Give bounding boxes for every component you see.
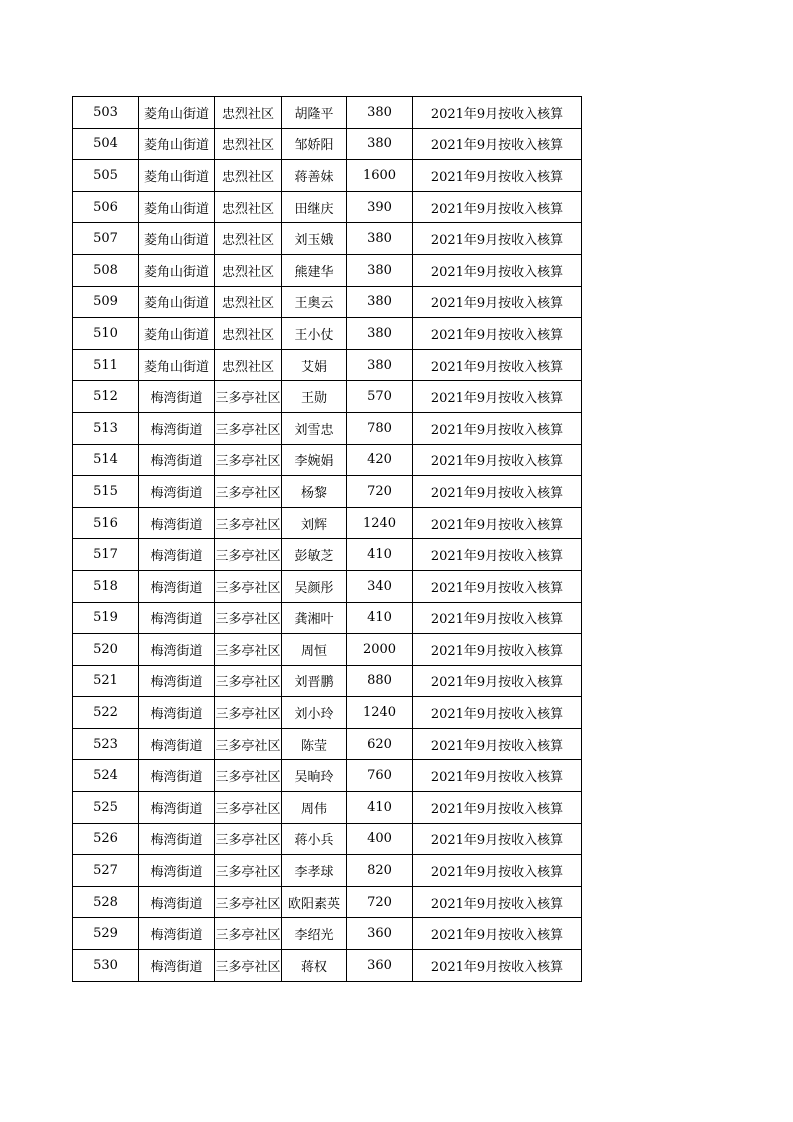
- note-cell: 2021年9月按收入核算: [413, 349, 582, 381]
- name-cell: 熊建华: [282, 254, 347, 286]
- note-cell: 2021年9月按收入核算: [413, 286, 582, 318]
- community-cell: 三多亭社区: [215, 728, 282, 760]
- street-cell: 梅湾街道: [139, 539, 215, 571]
- name-cell: 艾娟: [282, 349, 347, 381]
- community-cell: 三多亭社区: [215, 918, 282, 950]
- amount-cell: 880: [347, 665, 413, 697]
- table-row: [73, 634, 582, 666]
- street-cell: 梅湾街道: [139, 760, 215, 792]
- table-row: [73, 254, 582, 286]
- street-cell: 梅湾街道: [139, 792, 215, 824]
- table-row: [73, 570, 582, 602]
- row-number-cell: 526: [73, 823, 139, 855]
- amount-cell: 380: [347, 128, 413, 160]
- note-cell: 2021年9月按收入核算: [413, 191, 582, 223]
- table-row: [73, 444, 582, 476]
- name-cell: 刘辉: [282, 507, 347, 539]
- note-cell: 2021年9月按收入核算: [413, 507, 582, 539]
- name-cell: 王勋: [282, 381, 347, 413]
- street-cell: 梅湾街道: [139, 381, 215, 413]
- amount-cell: 2000: [347, 634, 413, 666]
- amount-cell: 780: [347, 412, 413, 444]
- table-row: [73, 476, 582, 508]
- name-cell: 王小仗: [282, 318, 347, 350]
- amount-cell: 380: [347, 349, 413, 381]
- name-cell: 邹娇阳: [282, 128, 347, 160]
- table-row: [73, 160, 582, 192]
- table-row: [73, 792, 582, 824]
- community-cell: 三多亭社区: [215, 444, 282, 476]
- community-cell: 三多亭社区: [215, 950, 282, 982]
- row-number-cell: 514: [73, 444, 139, 476]
- name-cell: 龚湘叶: [282, 602, 347, 634]
- row-number-cell: 506: [73, 191, 139, 223]
- table-row: [73, 507, 582, 539]
- note-cell: 2021年9月按收入核算: [413, 412, 582, 444]
- row-number-cell: 513: [73, 412, 139, 444]
- table-row: [73, 665, 582, 697]
- row-number-cell: 530: [73, 950, 139, 982]
- street-cell: 菱角山街道: [139, 191, 215, 223]
- name-cell: 周恒: [282, 634, 347, 666]
- community-cell: 三多亭社区: [215, 507, 282, 539]
- table-body: [73, 97, 582, 982]
- street-cell: 梅湾街道: [139, 728, 215, 760]
- community-cell: 三多亭社区: [215, 855, 282, 887]
- community-cell: 三多亭社区: [215, 665, 282, 697]
- row-number-cell: 519: [73, 602, 139, 634]
- note-cell: 2021年9月按收入核算: [413, 855, 582, 887]
- community-cell: 三多亭社区: [215, 412, 282, 444]
- community-cell: 三多亭社区: [215, 476, 282, 508]
- name-cell: 刘晋鹏: [282, 665, 347, 697]
- name-cell: 蒋权: [282, 950, 347, 982]
- row-number-cell: 523: [73, 728, 139, 760]
- amount-cell: 340: [347, 570, 413, 602]
- row-number-cell: 520: [73, 634, 139, 666]
- community-cell: 三多亭社区: [215, 760, 282, 792]
- amount-cell: 1600: [347, 160, 413, 192]
- amount-cell: 400: [347, 823, 413, 855]
- note-cell: 2021年9月按收入核算: [413, 760, 582, 792]
- row-number-cell: 529: [73, 918, 139, 950]
- table-row: [73, 728, 582, 760]
- community-cell: 三多亭社区: [215, 602, 282, 634]
- table-row: [73, 191, 582, 223]
- name-cell: 李绍光: [282, 918, 347, 950]
- row-number-cell: 518: [73, 570, 139, 602]
- table-row: [73, 286, 582, 318]
- table-row: [73, 760, 582, 792]
- row-number-cell: 504: [73, 128, 139, 160]
- name-cell: 吴颜彤: [282, 570, 347, 602]
- community-cell: 忠烈社区: [215, 349, 282, 381]
- note-cell: 2021年9月按收入核算: [413, 602, 582, 634]
- row-number-cell: 517: [73, 539, 139, 571]
- note-cell: 2021年9月按收入核算: [413, 918, 582, 950]
- name-cell: 李婉娟: [282, 444, 347, 476]
- table-row: [73, 349, 582, 381]
- note-cell: 2021年9月按收入核算: [413, 318, 582, 350]
- street-cell: 菱角山街道: [139, 223, 215, 255]
- row-number-cell: 503: [73, 97, 139, 129]
- table-row: [73, 886, 582, 918]
- amount-cell: 380: [347, 318, 413, 350]
- note-cell: 2021年9月按收入核算: [413, 160, 582, 192]
- name-cell: 蒋小兵: [282, 823, 347, 855]
- street-cell: 梅湾街道: [139, 697, 215, 729]
- amount-cell: 380: [347, 254, 413, 286]
- community-cell: 忠烈社区: [215, 286, 282, 318]
- table-row: [73, 697, 582, 729]
- street-cell: 菱角山街道: [139, 286, 215, 318]
- community-cell: 忠烈社区: [215, 191, 282, 223]
- data-table: [72, 96, 582, 982]
- note-cell: 2021年9月按收入核算: [413, 128, 582, 160]
- name-cell: 李孝球: [282, 855, 347, 887]
- row-number-cell: 527: [73, 855, 139, 887]
- table-row: [73, 918, 582, 950]
- amount-cell: 720: [347, 476, 413, 508]
- note-cell: 2021年9月按收入核算: [413, 97, 582, 129]
- row-number-cell: 510: [73, 318, 139, 350]
- community-cell: 忠烈社区: [215, 97, 282, 129]
- row-number-cell: 525: [73, 792, 139, 824]
- table-row: [73, 602, 582, 634]
- community-cell: 忠烈社区: [215, 160, 282, 192]
- community-cell: 忠烈社区: [215, 318, 282, 350]
- street-cell: 梅湾街道: [139, 665, 215, 697]
- amount-cell: 390: [347, 191, 413, 223]
- amount-cell: 410: [347, 602, 413, 634]
- street-cell: 菱角山街道: [139, 254, 215, 286]
- amount-cell: 720: [347, 886, 413, 918]
- name-cell: 陈莹: [282, 728, 347, 760]
- name-cell: 吴晌玲: [282, 760, 347, 792]
- table-row: [73, 412, 582, 444]
- street-cell: 菱角山街道: [139, 318, 215, 350]
- community-cell: 三多亭社区: [215, 697, 282, 729]
- street-cell: 梅湾街道: [139, 855, 215, 887]
- table-row: [73, 223, 582, 255]
- name-cell: 彭敏芝: [282, 539, 347, 571]
- table-row: [73, 97, 582, 129]
- name-cell: 王奥云: [282, 286, 347, 318]
- name-cell: 刘玉娥: [282, 223, 347, 255]
- note-cell: 2021年9月按收入核算: [413, 570, 582, 602]
- row-number-cell: 521: [73, 665, 139, 697]
- row-number-cell: 508: [73, 254, 139, 286]
- street-cell: 梅湾街道: [139, 634, 215, 666]
- note-cell: 2021年9月按收入核算: [413, 950, 582, 982]
- street-cell: 菱角山街道: [139, 349, 215, 381]
- community-cell: 忠烈社区: [215, 128, 282, 160]
- note-cell: 2021年9月按收入核算: [413, 792, 582, 824]
- community-cell: 忠烈社区: [215, 223, 282, 255]
- street-cell: 梅湾街道: [139, 570, 215, 602]
- note-cell: 2021年9月按收入核算: [413, 634, 582, 666]
- amount-cell: 620: [347, 728, 413, 760]
- note-cell: 2021年9月按收入核算: [413, 444, 582, 476]
- row-number-cell: 505: [73, 160, 139, 192]
- table-row: [73, 855, 582, 887]
- name-cell: 刘小玲: [282, 697, 347, 729]
- note-cell: 2021年9月按收入核算: [413, 823, 582, 855]
- row-number-cell: 509: [73, 286, 139, 318]
- table-row: [73, 823, 582, 855]
- amount-cell: 420: [347, 444, 413, 476]
- amount-cell: 360: [347, 950, 413, 982]
- name-cell: 周伟: [282, 792, 347, 824]
- street-cell: 梅湾街道: [139, 823, 215, 855]
- community-cell: 三多亭社区: [215, 634, 282, 666]
- amount-cell: 1240: [347, 697, 413, 729]
- name-cell: 蒋善妹: [282, 160, 347, 192]
- amount-cell: 820: [347, 855, 413, 887]
- row-number-cell: 512: [73, 381, 139, 413]
- amount-cell: 760: [347, 760, 413, 792]
- community-cell: 三多亭社区: [215, 886, 282, 918]
- amount-cell: 410: [347, 792, 413, 824]
- note-cell: 2021年9月按收入核算: [413, 254, 582, 286]
- row-number-cell: 528: [73, 886, 139, 918]
- row-number-cell: 524: [73, 760, 139, 792]
- community-cell: 三多亭社区: [215, 570, 282, 602]
- street-cell: 菱角山街道: [139, 160, 215, 192]
- table-row: [73, 381, 582, 413]
- name-cell: 田继庆: [282, 191, 347, 223]
- street-cell: 梅湾街道: [139, 602, 215, 634]
- name-cell: 胡隆平: [282, 97, 347, 129]
- row-number-cell: 515: [73, 476, 139, 508]
- name-cell: 刘雪忠: [282, 412, 347, 444]
- street-cell: 梅湾街道: [139, 412, 215, 444]
- amount-cell: 380: [347, 223, 413, 255]
- street-cell: 梅湾街道: [139, 444, 215, 476]
- street-cell: 菱角山街道: [139, 97, 215, 129]
- street-cell: 梅湾街道: [139, 476, 215, 508]
- table-row: [73, 539, 582, 571]
- note-cell: 2021年9月按收入核算: [413, 665, 582, 697]
- table-row: [73, 950, 582, 982]
- note-cell: 2021年9月按收入核算: [413, 886, 582, 918]
- name-cell: 欧阳素英: [282, 886, 347, 918]
- row-number-cell: 516: [73, 507, 139, 539]
- name-cell: 杨黎: [282, 476, 347, 508]
- community-cell: 三多亭社区: [215, 539, 282, 571]
- street-cell: 梅湾街道: [139, 507, 215, 539]
- note-cell: 2021年9月按收入核算: [413, 539, 582, 571]
- community-cell: 三多亭社区: [215, 792, 282, 824]
- amount-cell: 570: [347, 381, 413, 413]
- amount-cell: 380: [347, 286, 413, 318]
- amount-cell: 1240: [347, 507, 413, 539]
- amount-cell: 380: [347, 97, 413, 129]
- note-cell: 2021年9月按收入核算: [413, 223, 582, 255]
- street-cell: 梅湾街道: [139, 886, 215, 918]
- table-row: [73, 128, 582, 160]
- street-cell: 梅湾街道: [139, 918, 215, 950]
- amount-cell: 360: [347, 918, 413, 950]
- row-number-cell: 511: [73, 349, 139, 381]
- row-number-cell: 522: [73, 697, 139, 729]
- note-cell: 2021年9月按收入核算: [413, 476, 582, 508]
- row-number-cell: 507: [73, 223, 139, 255]
- community-cell: 三多亭社区: [215, 381, 282, 413]
- amount-cell: 410: [347, 539, 413, 571]
- note-cell: 2021年9月按收入核算: [413, 728, 582, 760]
- note-cell: 2021年9月按收入核算: [413, 381, 582, 413]
- note-cell: 2021年9月按收入核算: [413, 697, 582, 729]
- community-cell: 三多亭社区: [215, 823, 282, 855]
- street-cell: 梅湾街道: [139, 950, 215, 982]
- table-row: [73, 318, 582, 350]
- community-cell: 忠烈社区: [215, 254, 282, 286]
- street-cell: 菱角山街道: [139, 128, 215, 160]
